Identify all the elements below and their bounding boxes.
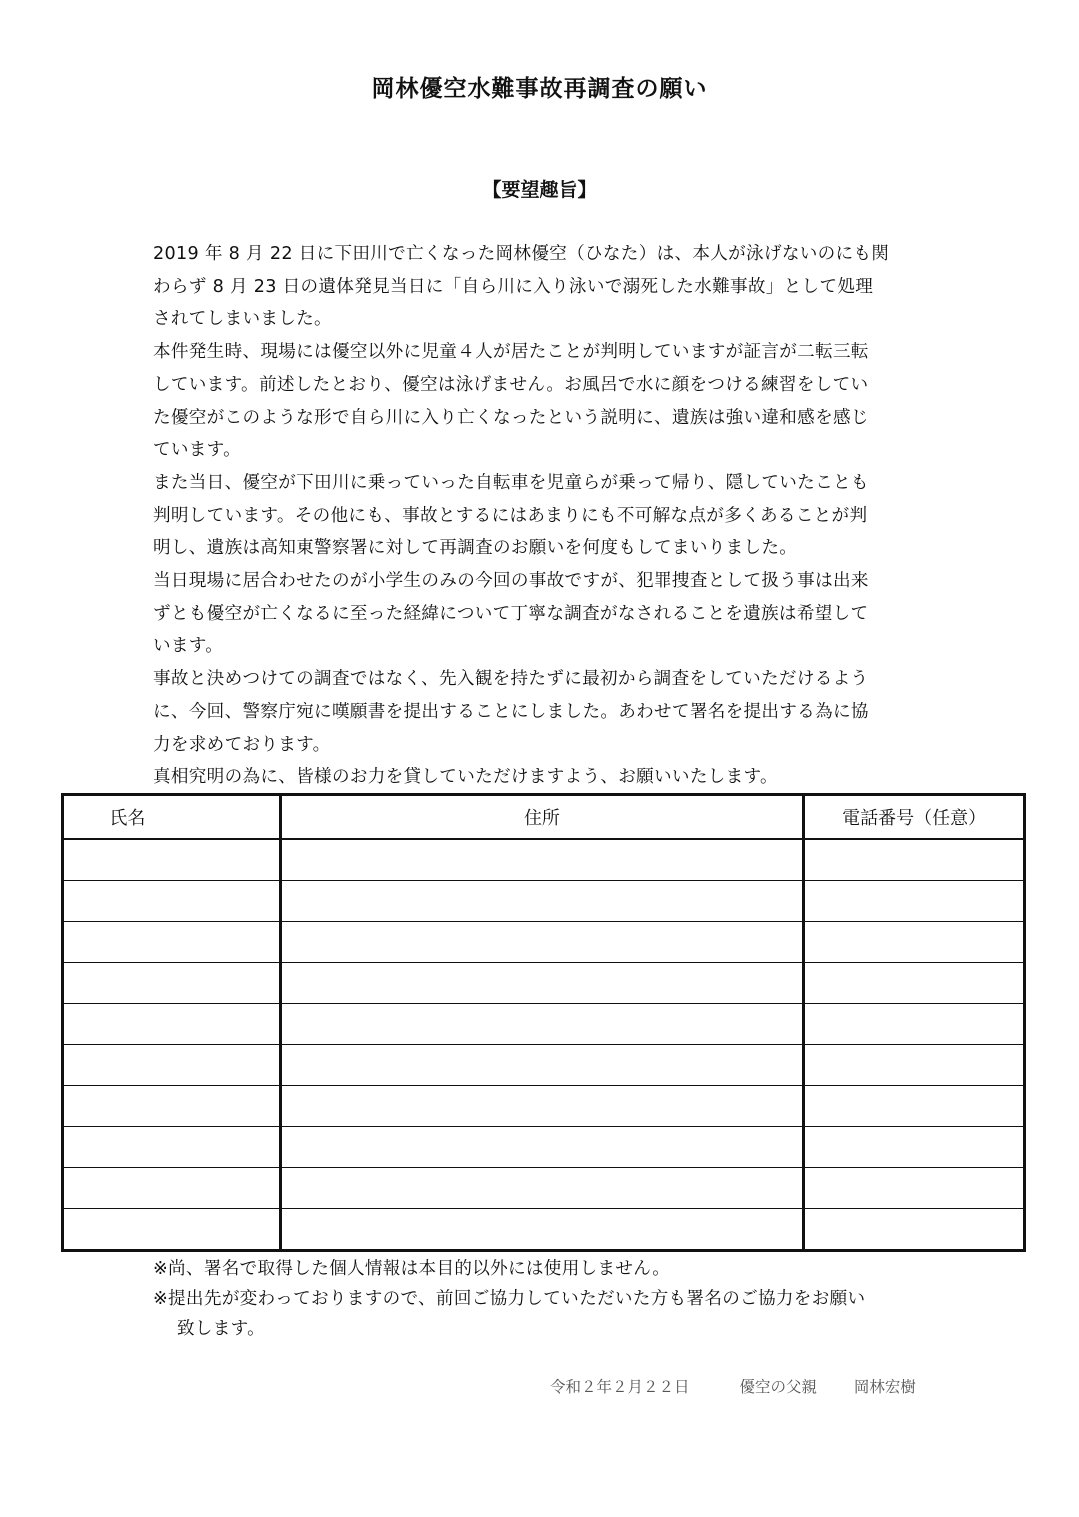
paragraph-line: います。 bbox=[153, 636, 224, 657]
paragraph-line: 力を求めております。 bbox=[153, 734, 331, 755]
table-row bbox=[63, 1086, 1025, 1127]
address-cell[interactable] bbox=[280, 1045, 804, 1086]
address-cell[interactable] bbox=[280, 881, 804, 922]
privacy-note: ※尚、署名で取得した個人情報は本目的以外には使用しません。 bbox=[153, 1259, 671, 1279]
table-row bbox=[63, 1004, 1025, 1045]
table-row bbox=[63, 1127, 1025, 1168]
table-row bbox=[63, 881, 1025, 922]
phone-cell[interactable] bbox=[804, 1045, 1025, 1086]
signature-table-header bbox=[63, 795, 1025, 840]
paragraph-line: されてしまいました。 bbox=[153, 309, 332, 330]
address-cell[interactable] bbox=[280, 963, 804, 1004]
address-cell[interactable] bbox=[280, 922, 804, 963]
address-cell[interactable] bbox=[280, 1086, 804, 1127]
paragraph-line: 真相究明の為に、皆様のお力を貸していただけますよう、お願いいたします。 bbox=[153, 767, 778, 788]
paragraph-line: 本件発生時、現場には優空以外に児童４人が居たことが判明していますが証言が二転三転 bbox=[153, 342, 869, 363]
name-cell[interactable] bbox=[63, 1127, 281, 1168]
address-cell[interactable] bbox=[280, 839, 804, 881]
paragraph-line: 当日現場に居合わせたのが小学生のみの今回の事故ですが、犯罪捜査として扱う事は出来 bbox=[153, 571, 869, 592]
resubmission-note-continued: 致します。 bbox=[177, 1319, 266, 1339]
address-cell[interactable] bbox=[280, 1168, 804, 1209]
table-row bbox=[63, 1168, 1025, 1209]
header-phone: 電話番号（任意） bbox=[804, 795, 1025, 840]
footer-relation: 優空の父親 bbox=[739, 1378, 817, 1396]
name-cell[interactable] bbox=[63, 1045, 281, 1086]
table-row bbox=[63, 1209, 1025, 1251]
paragraph-line: また当日、優空が下田川に乗っていった自転車を児童らが乗って帰り、隠していたことも bbox=[153, 472, 869, 493]
document-title: 岡林優空水難事故再調査の願い bbox=[371, 76, 708, 102]
header-address: 住所 bbox=[280, 795, 804, 840]
name-cell[interactable] bbox=[63, 881, 281, 922]
section-heading: 【要望趣旨】 bbox=[482, 179, 597, 201]
paragraph-line: ずとも優空が亡くなるに至った経緯について丁寧な調査がなされることを遺族は希望して bbox=[153, 603, 869, 624]
phone-cell[interactable] bbox=[804, 839, 1025, 881]
name-cell[interactable] bbox=[63, 922, 281, 963]
address-cell[interactable] bbox=[280, 1004, 804, 1045]
paragraph-6 bbox=[153, 761, 923, 794]
paragraph-line: 明し、遺族は高知東警察署に対して再調査のお願いを何度もしてまいりました。 bbox=[153, 538, 798, 559]
paragraph-line: ています。 bbox=[153, 440, 242, 461]
phone-cell[interactable] bbox=[804, 1127, 1025, 1168]
paragraph-line: 判明しています。その他にも、事故とするにはあまりにも不可解な点が多くあることが判 bbox=[153, 505, 868, 526]
name-cell[interactable] bbox=[63, 1004, 281, 1045]
name-cell[interactable] bbox=[63, 839, 281, 881]
paragraph-1 bbox=[153, 238, 923, 336]
notes-section bbox=[153, 1254, 933, 1344]
signature-table bbox=[61, 793, 1026, 1252]
signature-footer bbox=[550, 1375, 916, 1397]
paragraph-3 bbox=[153, 467, 923, 565]
paragraph-4 bbox=[153, 565, 923, 663]
name-cell[interactable] bbox=[63, 1168, 281, 1209]
phone-cell[interactable] bbox=[804, 1004, 1025, 1045]
paragraph-5 bbox=[153, 663, 923, 761]
phone-cell[interactable] bbox=[804, 1086, 1025, 1127]
phone-cell[interactable] bbox=[804, 881, 1025, 922]
paragraph-line: 2019 年 8 月 22 日に下田川で亡くなった岡林優空（ひなた）は、本人が泳げないのにも関 bbox=[153, 244, 890, 264]
phone-cell[interactable] bbox=[804, 963, 1025, 1004]
header-name: 氏名 bbox=[63, 795, 281, 840]
address-cell[interactable] bbox=[280, 1127, 804, 1168]
name-cell[interactable] bbox=[63, 963, 281, 1004]
paragraph-line: わらず 8 月 23 日の遺体発見当日に「自ら川に入り泳いで溺死した水難事故」として処理 bbox=[153, 276, 874, 297]
name-cell[interactable] bbox=[63, 1209, 281, 1251]
resubmission-note: ※提出先が変わっておりますので、前回ご協力していただいた方も署名のご協力をお願い bbox=[153, 1289, 866, 1309]
paragraph-line: に、今回、警察庁宛に嘆願書を提出することにしました。あわせて署名を提出する為に協 bbox=[153, 701, 869, 722]
address-cell[interactable] bbox=[280, 1209, 804, 1251]
table-row bbox=[63, 839, 1025, 881]
table-row bbox=[63, 1045, 1025, 1086]
paragraph-line: 事故と決めつけての調査ではなく、先入観を持たずに最初から調査をしていただけるよう bbox=[153, 669, 869, 690]
footer-author-name: 岡林宏樹 bbox=[853, 1378, 916, 1396]
paragraph-line: た優空がこのような形で自ら川に入り亡くなったという説明に、遺族は強い違和感を感じ bbox=[153, 407, 869, 428]
phone-cell[interactable] bbox=[804, 1209, 1025, 1251]
table-row bbox=[63, 922, 1025, 963]
paragraph-line: しています。前述したとおり、優空は泳げません。お風呂で水に顔をつける練習をしてい bbox=[153, 374, 869, 395]
footer-date: 令和２年２月２２日 bbox=[550, 1378, 690, 1396]
phone-cell[interactable] bbox=[804, 1168, 1025, 1209]
paragraph-2 bbox=[153, 336, 923, 467]
table-row bbox=[63, 963, 1025, 1004]
phone-cell[interactable] bbox=[804, 922, 1025, 963]
name-cell[interactable] bbox=[63, 1086, 281, 1127]
request-body bbox=[153, 238, 923, 794]
